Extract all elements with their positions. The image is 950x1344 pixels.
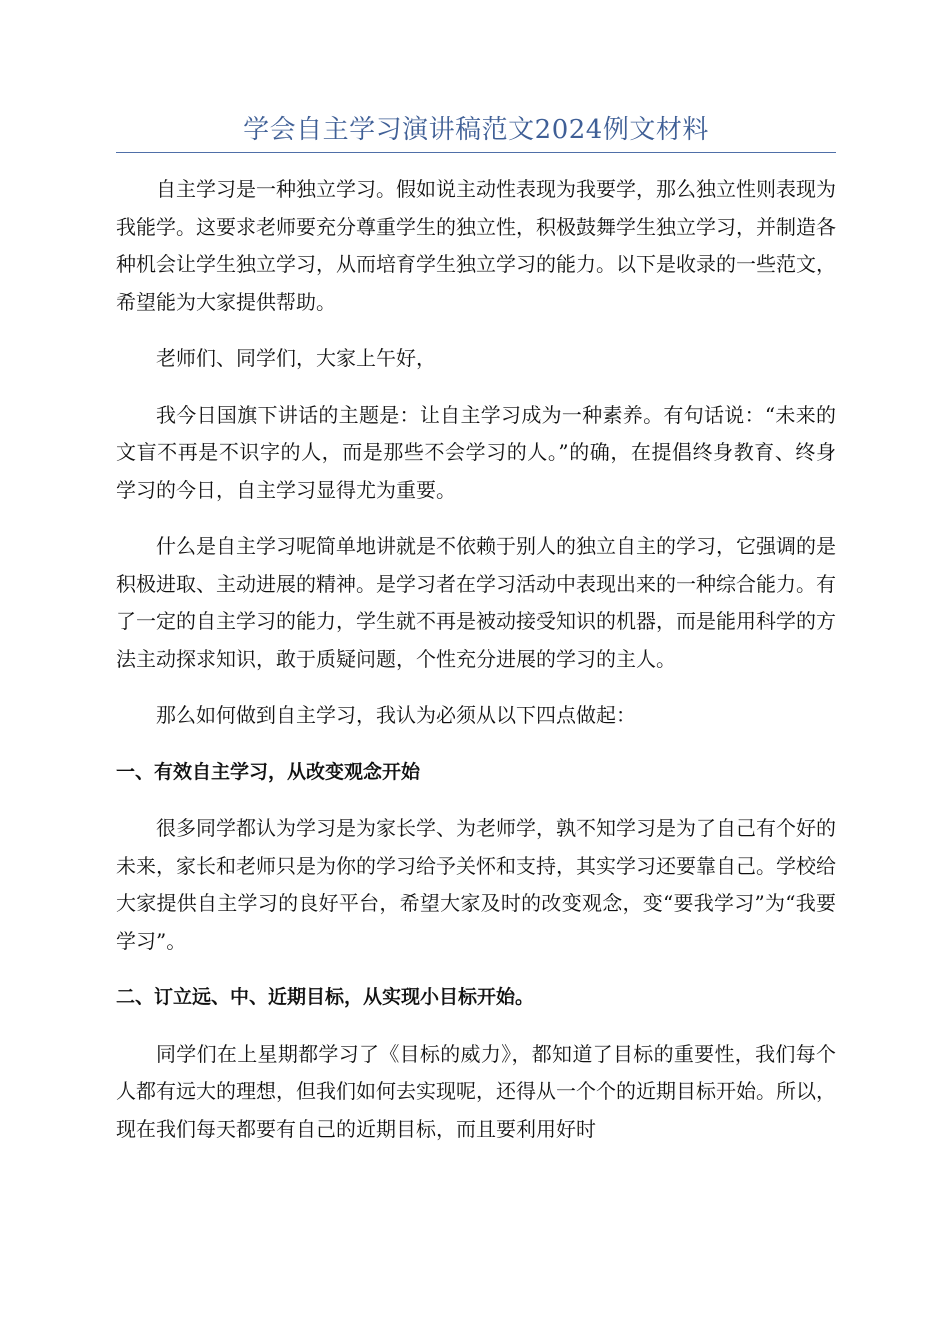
section-1-paragraph: 很多同学都认为学习是为家长学、为老师学，孰不知学习是为了自己有个好的未来，家长和老师只是为你的学习给予关怀和支持，其实学习还要靠自己。学校给大家提供自主学习的良好平台，希望大家及时的改变观念，变“要我学习”为“我要学习”。 [116, 816, 836, 953]
document-body [116, 171, 836, 1148]
section-heading-2: 二、订立远、中、近期目标，从实现小目标开始。 [116, 986, 535, 1008]
theme-paragraph: 我今日国旗下讲话的主题是：让自主学习成为一种素养。有句话说：“未来的文盲不再是不识字的人，而是那些不会学习的人。”的确，在提倡终身教育、终身学习的今日，自主学习显得尤为重要。 [116, 402, 836, 502]
section-2-paragraph: 同学们在上星期都学习了《目标的威力》，都知道了目标的重要性，我们每个人都有远大的理想，但我们如何去实现呢，还得从一个个的近期目标开始。所以，现在我们每天都要有自己的近期目标，而且要利用好时 [116, 1041, 836, 1141]
greeting-paragraph: 老师们、同学们，大家上午好， [156, 346, 436, 370]
document-page [116, 110, 836, 1167]
intro-paragraph: 自主学习是一种独立学习。假如说主动性表现为我要学，那么独立性则表现为我能学。这要求老师要充分尊重学生的独立性，积极鼓舞学生独立学习，并制造各种机会让学生独立学习，从而培育学生独立学习的能力。以下是收录的一些范文，希望能为大家提供帮助。 [116, 177, 836, 314]
definition-paragraph: 什么是自主学习呢简单地讲就是不依赖于别人的独立自主的学习，它强调的是积极进取、主动进展的精神。是学习者在学习活动中表现出来的一种综合能力。有了一定的自主学习的能力，学生就不再是被动接受知识的机器，而是能用科学的方法主动探求知识，敢于质疑问题，个性充分进展的学习的主人。 [116, 534, 836, 671]
transition-paragraph: 那么如何做到自主学习，我认为必须从以下四点做起： [156, 703, 636, 727]
document-title: 学会自主学习演讲稿范文2024例文材料 [116, 110, 836, 153]
section-heading-1: 一、有效自主学习，从改变观念开始 [116, 760, 421, 783]
